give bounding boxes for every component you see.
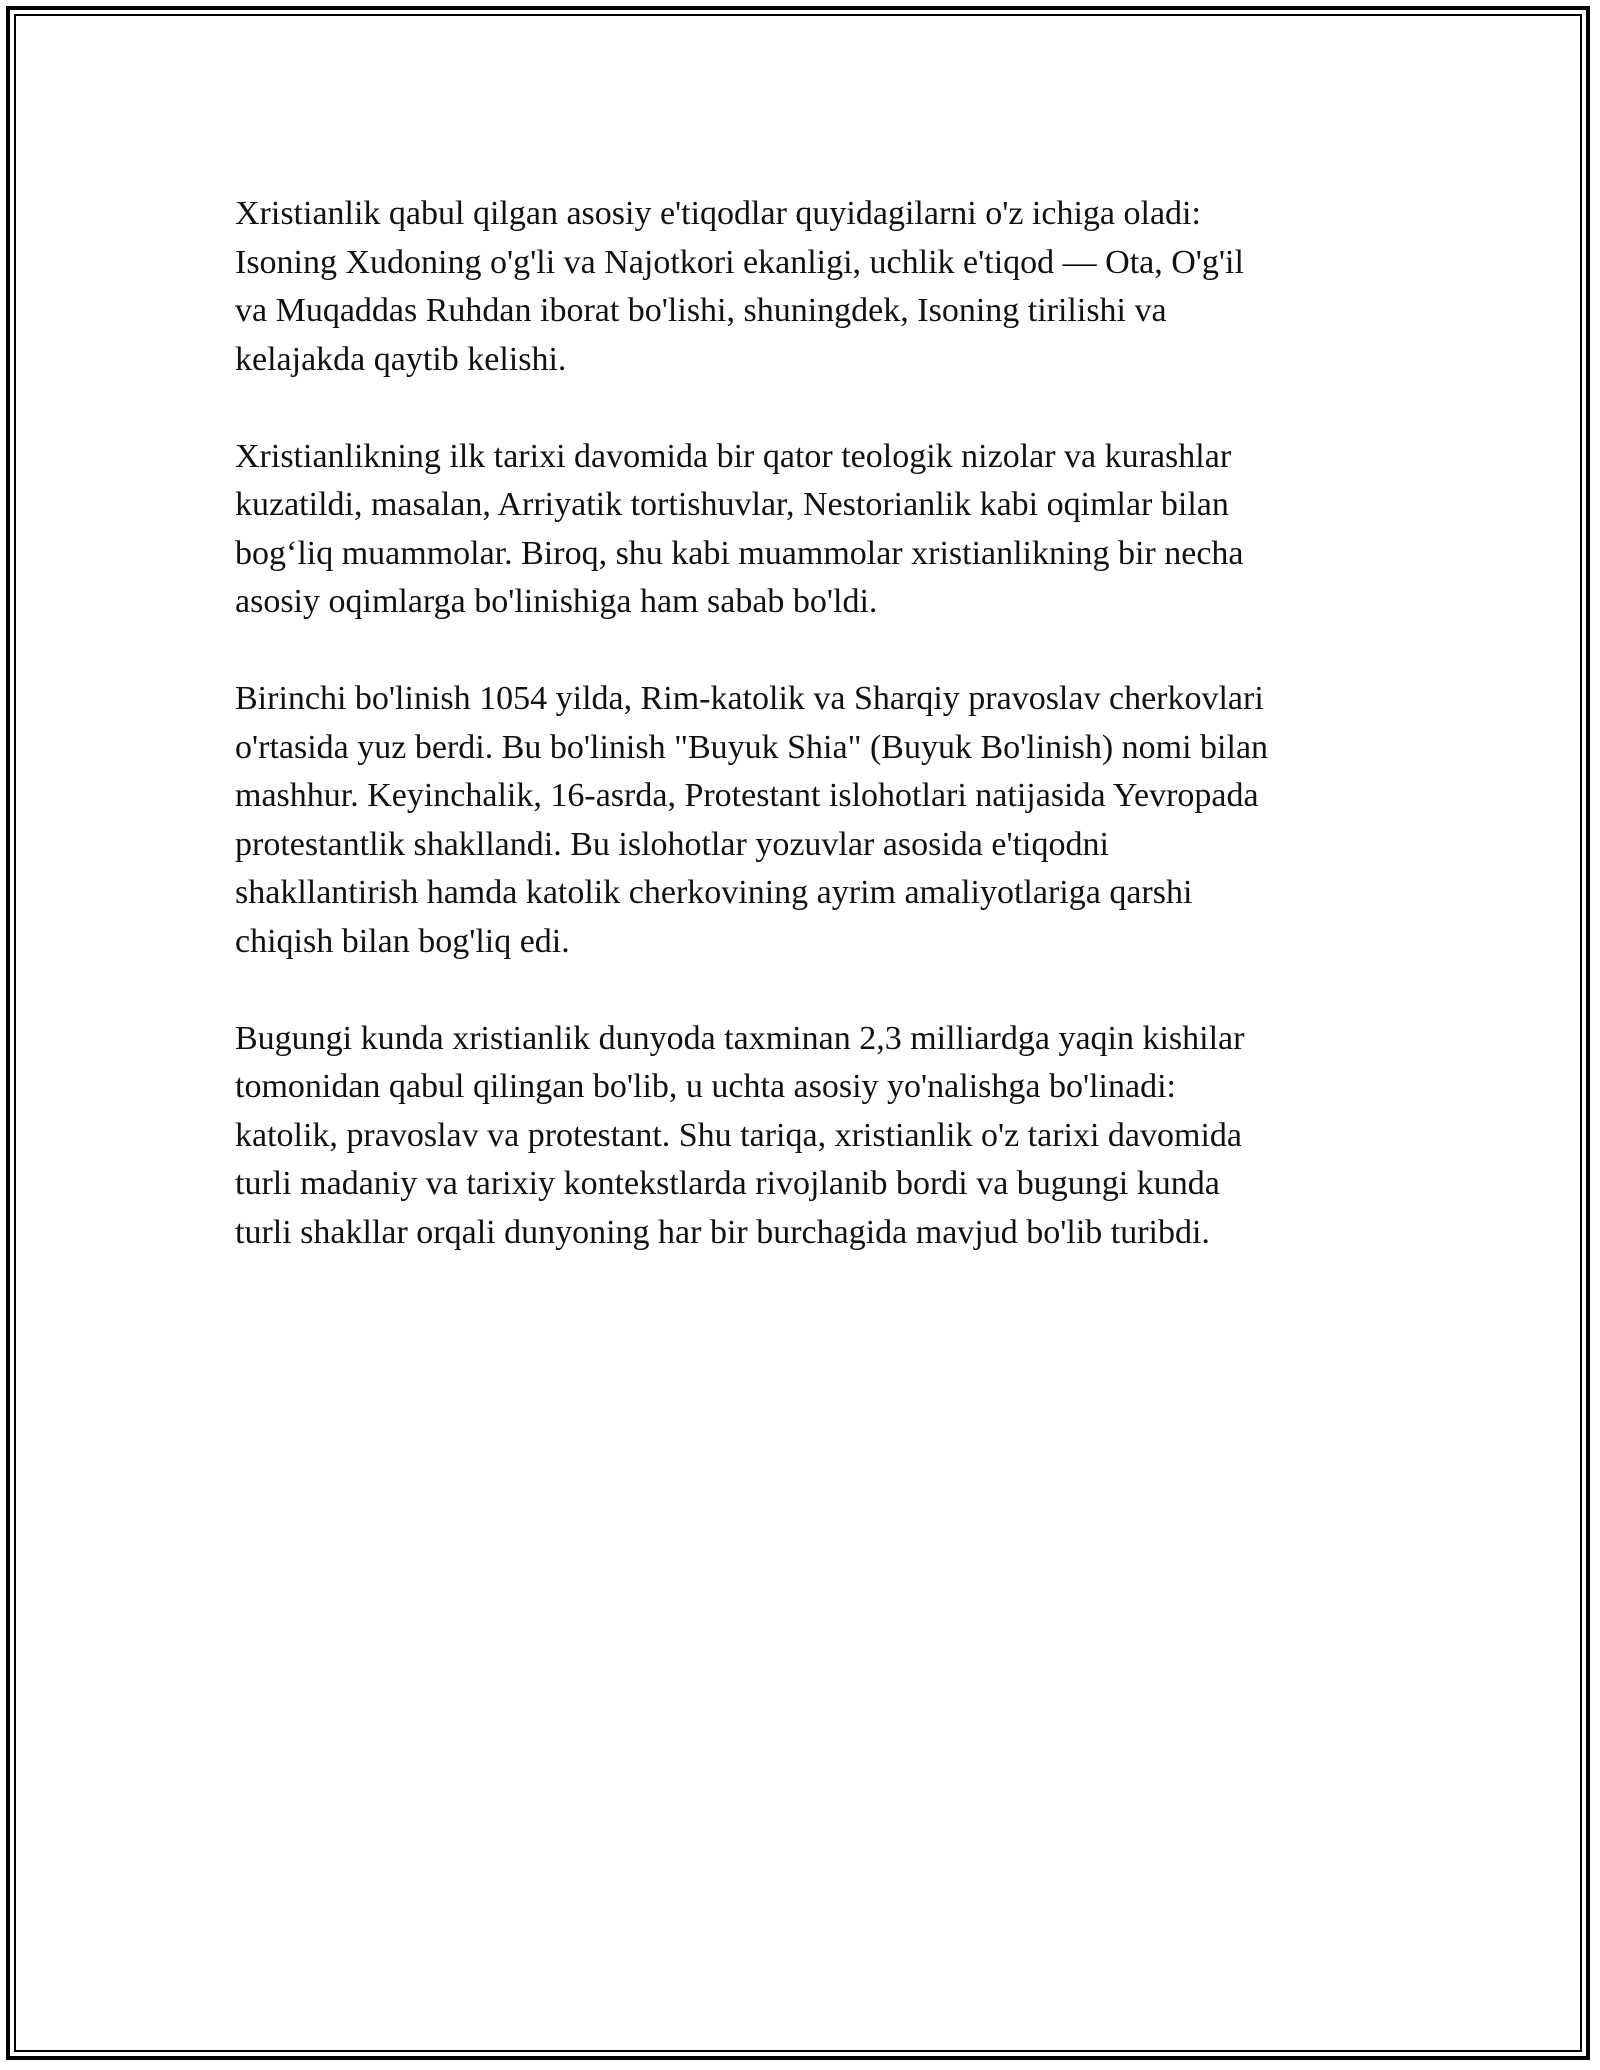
line: turli madaniy va tarixiy kontekstlarda rivojlanib bordi va bugungi kunda bbox=[235, 1165, 1220, 1202]
line: katolik, pravoslav va protestant. Shu tariqa, xristianlik o'z tarixi davomida bbox=[235, 1116, 1243, 1154]
line: Birinchi bo'linish 1054 yilda, Rim-katolik va Sharqiy pravoslav cherkovlari bbox=[235, 680, 1264, 717]
line: kuzatildi, masalan, Arriyatik tortishuvlar, Nestorianlik kabi oqimlar bilan bbox=[235, 486, 1229, 523]
document-body bbox=[235, 190, 1365, 1306]
line: turli shakllar orqali dunyoning har bir burchagida mavjud bo'lib turibdi. bbox=[235, 1213, 1210, 1251]
line: shakllantirish hamda katolik cherkovining ayrim amaliyotlariga qarshi bbox=[235, 874, 1193, 911]
line: Xristianlik qabul qilgan asosiy e'tiqodlar quyidagilarni o'z ichiga oladi: bbox=[235, 195, 1201, 232]
line: Bugungi kunda xristianlik dunyoda taxminan 2,3 milliardga yaqin kishilar bbox=[235, 1019, 1245, 1057]
paragraph-3 bbox=[235, 675, 1365, 966]
line: kelajakda qaytib kelishi. bbox=[235, 340, 567, 378]
line: Isoning Xudoning o'g'li va Najotkori ekanligi, uchlik e'tiqod — Ota, O'g'il bbox=[235, 243, 1244, 281]
paragraph-2 bbox=[235, 433, 1365, 627]
line: mashhur. Keyinchalik, 16-asrda, Protestant islohotlari natijasida Yevropada bbox=[235, 777, 1259, 814]
line: bog‘liq muammolar. Biroq, shu kabi muammolar xristianlikning bir necha bbox=[235, 534, 1244, 572]
paragraph-4 bbox=[235, 1015, 1365, 1258]
line: Xristianlikning ilk tarixi davomida bir qator teologik nizolar va kurashlar bbox=[235, 437, 1232, 475]
paragraph-1 bbox=[235, 190, 1365, 384]
line: asosiy oqimlarga bo'linishiga ham sabab bo'ldi. bbox=[235, 583, 878, 620]
line: tomonidan qabul qilingan bo'lib, u uchta asosiy yo'nalishga bo'linadi: bbox=[235, 1068, 1176, 1105]
line: chiqish bilan bog'liq edi. bbox=[235, 922, 570, 960]
line: protestantlik shakllandi. Bu islohotlar yozuvlar asosida e'tiqodni bbox=[235, 825, 1109, 863]
line: o'rtasida yuz berdi. Bu bo'linish "Buyuk Shia" (Buyuk Bo'linish) nomi bilan bbox=[235, 728, 1269, 766]
line: va Muqaddas Ruhdan iborat bo'lishi, shuningdek, Isoning tirilishi va bbox=[235, 292, 1167, 329]
